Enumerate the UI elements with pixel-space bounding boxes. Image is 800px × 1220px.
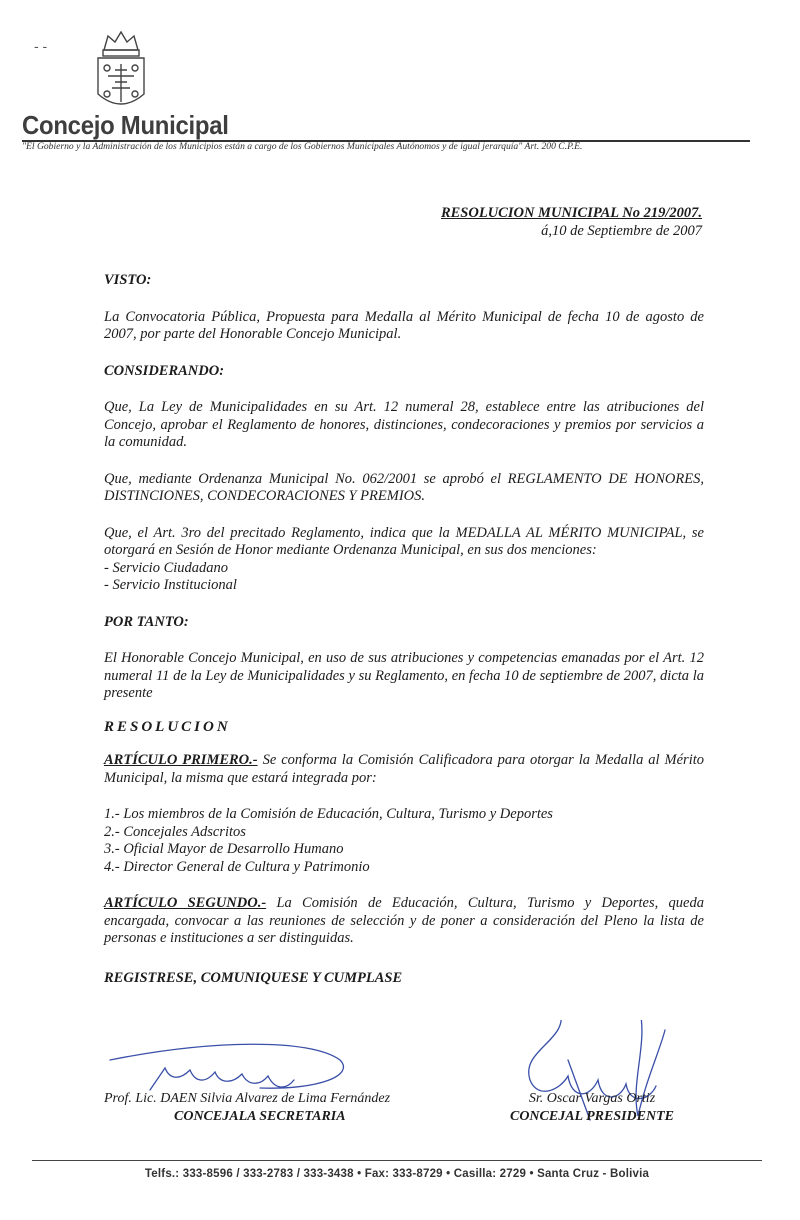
- por-tanto-text: El Honorable Concejo Municipal, en uso de sus atribuciones y competencias emanadas por el Art. 12 numeral 11 de la Ley de Municipalidades y su Reglamento, en fecha 10 de septiembre de 2007, dicta la presente: [104, 650, 704, 701]
- closing-formula: REGISTRESE, COMUNIQUESE Y CUMPLASE: [104, 969, 403, 986]
- coat-of-arms-icon: [90, 28, 152, 116]
- articulo-primero: [104, 752, 704, 787]
- resolution-date: á,10 de Septiembre de 2007: [541, 223, 702, 239]
- articulo-primero-text: Se conforma la Comisión Calificadora para otorgar la Medalla al Mérito Municipal, la misma que estará integrada por:: [104, 752, 705, 786]
- considerando-heading: CONSIDERANDO:: [104, 362, 225, 379]
- articulo-segundo: [104, 895, 704, 948]
- articulo-primero-label: ARTÍCULO PRIMERO.-: [104, 752, 258, 768]
- footer-divider: [32, 1160, 762, 1161]
- list-item: 1.- Los miembros de la Comisión de Educación, Cultura, Turismo y Deportes: [104, 806, 553, 822]
- list-item: 4.- Director General de Cultura y Patrimonio: [104, 858, 370, 875]
- considerando-paragraph-2: Que, mediante Ordenanza Municipal No. 062/2001 se aprobó el REGLAMENTO DE HONORES, DISTINCIONES, CONDECORACIONES Y PREMIOS.: [104, 470, 704, 504]
- signer-name: Prof. Lic. DAEN Silvia Alvarez de Lima Fernández: [104, 1091, 391, 1106]
- organization-name: Concejo Municipal: [22, 110, 229, 140]
- header-marks: - -: [34, 38, 48, 54]
- por-tanto-heading: POR TANTO:: [104, 613, 189, 630]
- menciones-list: [104, 560, 704, 595]
- signer-name: Sr. Oscar Vargas Ortiz: [528, 1091, 656, 1106]
- list-item: - Servicio Institucional: [104, 577, 237, 593]
- signature-block-secretaria: [104, 1090, 444, 1126]
- signer-title: CONCEJAL PRESIDENTE: [509, 1109, 674, 1124]
- considerando-paragraph-1: Que, La Ley de Municipalidades en su Art. 12 numeral 28, establece entre las atribuciones del Concejo, aprobar el Reglamento de honores, distinciones, condecoraciones y premios por servicios a la comunidad.: [104, 399, 704, 450]
- resolution-body: [104, 272, 704, 987]
- signer-title: CONCEJALA SECRETARIA: [174, 1109, 346, 1124]
- list-item: 3.- Oficial Mayor de Desarrollo Humano: [104, 841, 344, 857]
- articulo-segundo-label: ARTÍCULO SEGUNDO.-: [104, 895, 267, 911]
- articulo-segundo-text: La Comisión de Educación, Cultura, Turismo y Deportes, queda encargada, convocar a las reuniones de selección y de poner a consideración del Pleno la lista de personas e instituciones a ser distinguidas.: [104, 895, 704, 946]
- resolucion-title: RESOLUCION: [104, 718, 231, 735]
- resolution-reference: [441, 204, 702, 240]
- resolution-number: RESOLUCION MUNICIPAL No 219/2007.: [440, 205, 702, 221]
- considerando-paragraph-3: Que, el Art. 3ro del precitado Reglamento, indica que la MEDALLA AL MÉRITO MUNICIPAL, se otorgará en Sesión de Honor mediante Ordenanza Municipal, en sus dos menciones:: [104, 524, 704, 558]
- visto-heading: VISTO:: [104, 272, 152, 288]
- list-item: - Servicio Ciudadano: [104, 559, 229, 576]
- list-item: 2.- Concejales Adscritos: [104, 823, 246, 840]
- visto-text: La Convocatoria Pública, Propuesta para Medalla al Mérito Municipal de fecha 10 de agosto de 2007, por parte del Honorable Concejo Municipal.: [104, 308, 704, 342]
- signature-block-presidente: [482, 1090, 702, 1126]
- signature-left-stroke: [110, 1044, 343, 1090]
- comision-members-list: [104, 806, 704, 876]
- contact-footer: Telfs.: 333-8596 / 333-2783 / 333-3438 • Fax: 333-8729 • Casilla: 2729 • Santa Cruz - Bolivia: [144, 1168, 650, 1180]
- constitutional-motto: "El Gobierno y la Administración de los Municipios están a cargo de los Gobiernos Municipales Autónomos y de igual jerarquía" Art. 200 C.P.E.: [22, 141, 583, 152]
